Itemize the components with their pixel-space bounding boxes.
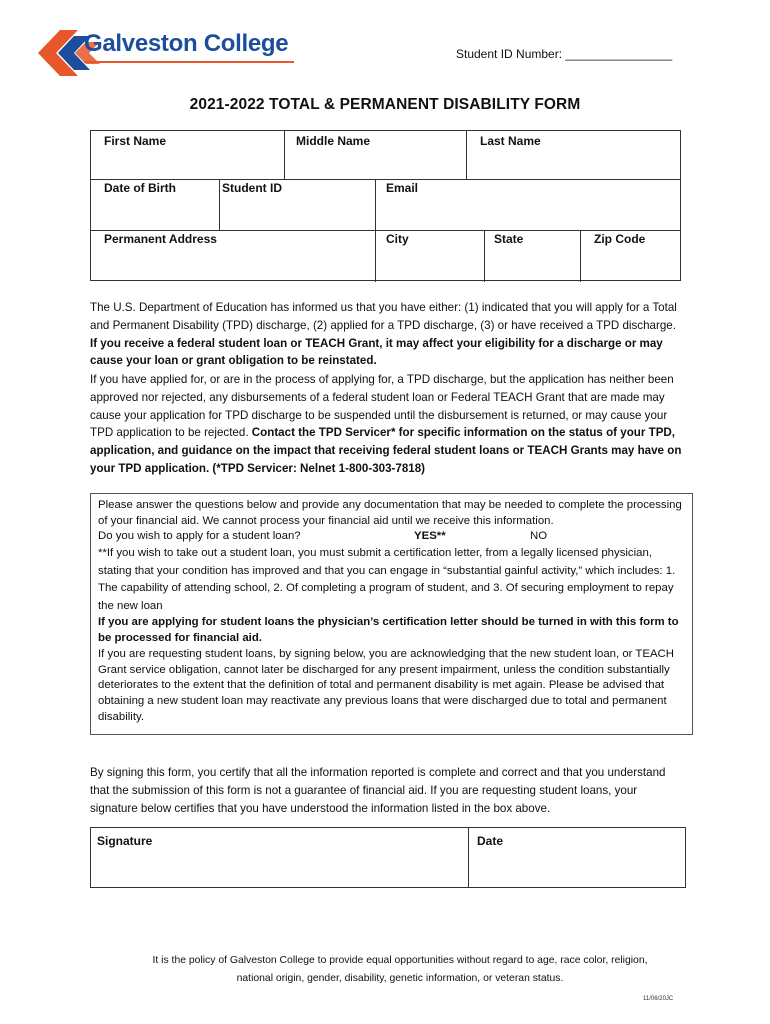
col-divider <box>580 230 581 282</box>
personal-info-table <box>90 130 681 281</box>
footer-line-2: national origin, gender, disability, genetic information, or veteran status. <box>236 973 564 984</box>
equal-opportunity-statement <box>0 952 770 988</box>
intro-text: The U.S. Department of Education has informed us that you have either: (1) indicated that you will apply for a Total and Permanent Disability (TPD) discharge, (2) applied for a TPD discharge, (3) or have received a TPD discharge. <box>90 301 677 332</box>
row-divider <box>91 179 680 180</box>
loan-question-box <box>90 493 693 735</box>
tpd-servicer-contact: Contact the TPD Servicer* for specific information on the status of your TPD, application, and guidance on the impact that receiving federal student loans or TEACH Grants may have on your TPD application. (*TPD Servicer: Nelnet 1-800-303-7818) <box>90 426 682 475</box>
intro-warning: If you receive a federal student loan or TEACH Grant, it may affect your eligibility for a discharge or may cause your loan or grant obligation to be reinstated. <box>90 336 663 368</box>
intro-paragraph-1 <box>90 299 682 370</box>
col-divider <box>466 131 467 179</box>
row-divider <box>91 230 680 231</box>
physician-letter-note: If you are applying for student loans the physician’s certification letter should be turned in with this form to be processed for financial aid. <box>98 616 679 645</box>
col-divider <box>284 131 285 179</box>
student-id-number-field[interactable]: Student ID Number: ________________ <box>456 47 673 61</box>
permanent-address-field[interactable]: Permanent Address <box>104 232 217 246</box>
yes-option[interactable]: YES** <box>414 530 446 543</box>
col-divider <box>219 179 220 230</box>
logo-underline <box>84 61 294 63</box>
signature-field[interactable]: Signature <box>97 834 153 848</box>
instructions-text: Please answer the questions below and provide any documentation that may be needed to complete the processing of your financial aid. We cannot process your financial aid until we receive this information. <box>98 499 682 527</box>
col-divider <box>484 230 485 282</box>
date-field[interactable]: Date <box>477 834 504 848</box>
acknowledgement-text: If you are requesting student loans, by signing below, you are acknowledging that the new student loan, or TEACH Grant service obligation, cannot later be discharged for any present impairment, unless the condition substantially deteriorates to the extent that the definition of total and permanent disability is met again. Please be advised that obtaining a new student loan may reactivate any previous loans that were discharged due to total and permanent disability. <box>98 647 675 723</box>
email-field[interactable]: Email <box>386 181 419 195</box>
middle-name-field[interactable]: Middle Name <box>296 134 371 148</box>
zip-code-field[interactable]: Zip Code <box>594 232 646 246</box>
last-name-field[interactable]: Last Name <box>480 134 541 148</box>
col-divider <box>375 179 376 230</box>
signature-table <box>90 827 686 888</box>
certification-paragraph: By signing this form, you certify that all the information reported is complete and correct and that you understand that the submission of this form is not a guarantee of financial aid. If you are requesting student loans, your signature below certifies that you have understood the information listed in the box above. <box>90 766 666 816</box>
state-field[interactable]: State <box>494 232 524 246</box>
intro-text: If you have applied for, or are in the process of applying for, a TPD discharge, but the application has neither been approved nor rejected, any disbursements of a federal student loan or Federal TEACH Grant that are made may cause your application for TPD discharge to be suspended until the disbursement is returned, or may cause your TPD application to be rejected. <box>90 373 674 440</box>
no-option[interactable]: NO <box>530 530 548 543</box>
certification-letter-note: **If you wish to take out a student loan, you must submit a certification letter, from a legally licensed physician, stating that your condition has improved and that you can engage in “substantial gainful activity,” which includes: 1. The capability of attending school, 2. Of completing a program of student, and 3. Of securing employment to repay the new loan <box>98 547 676 612</box>
college-logo-text: Galveston College <box>84 30 289 57</box>
first-name-field[interactable]: First Name <box>104 134 167 148</box>
student-id-field[interactable]: Student ID <box>222 181 282 195</box>
col-divider <box>468 828 469 887</box>
col-divider <box>375 230 376 282</box>
form-title: 2021-2022 TOTAL & PERMANENT DISABILITY FORM <box>189 96 581 113</box>
city-field[interactable]: City <box>386 232 409 246</box>
date-of-birth-field[interactable]: Date of Birth <box>104 181 176 195</box>
loan-question-label: Do you wish to apply for a student loan? <box>98 530 301 543</box>
intro-paragraph-2 <box>90 371 682 478</box>
form-revision-code: 11/06/20JC <box>643 996 674 1002</box>
loan-question-row <box>98 529 684 545</box>
footer-line-1: It is the policy of Galveston College to provide equal opportunities without regard to age, race color, religion, <box>152 955 648 966</box>
